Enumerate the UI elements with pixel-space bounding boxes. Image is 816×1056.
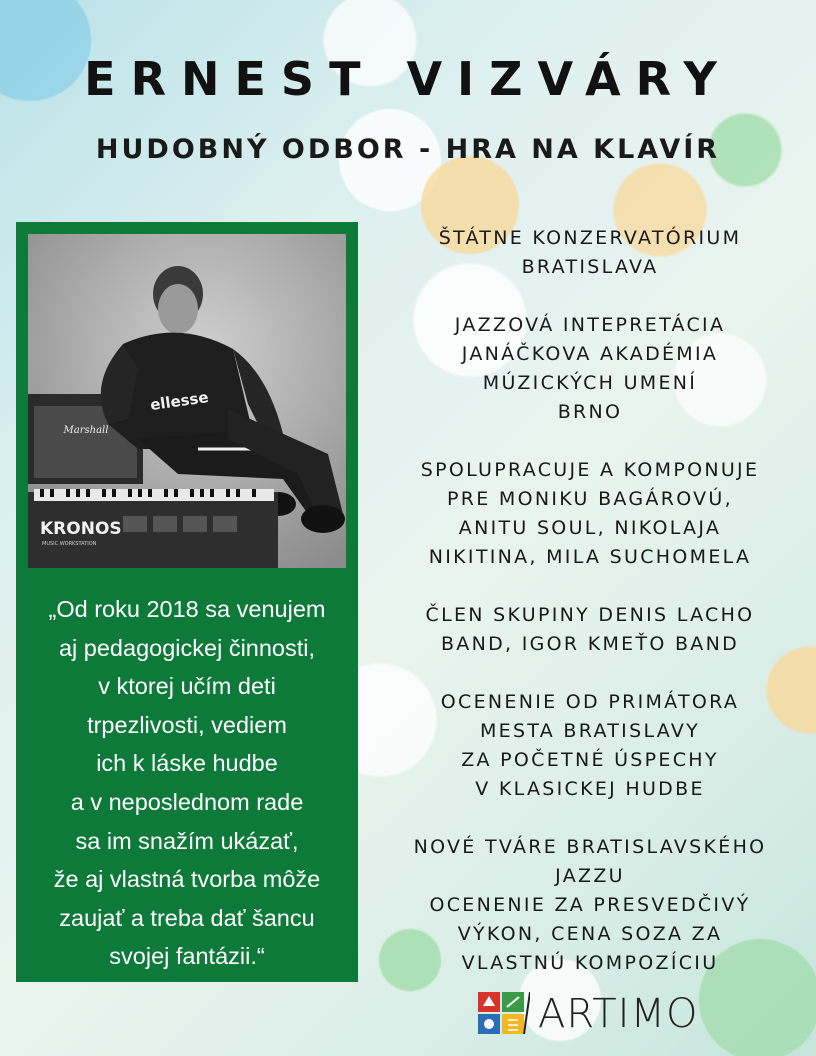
page-title: ERNEST VIZVÁRY: [84, 52, 732, 106]
portrait-photo: [28, 234, 346, 568]
keyboard-sub-text: MUSIC WORKSTATION: [42, 541, 97, 547]
fact-line: ŠTÁTNE KONZERVATÓRIUM: [438, 227, 742, 249]
keyboard-brand-text: KRONOS: [40, 519, 122, 539]
quote-line: „Od roku 2018 sa venujem: [48, 596, 326, 622]
quote-line: a v neposlednom rade: [70, 788, 304, 815]
fact-line: VLASTNÚ KOMPOZÍCIU: [461, 952, 719, 974]
fact-jazz-award: [378, 833, 802, 978]
quote-line: sa im snažím ukázať,: [75, 827, 299, 854]
fact-line: VÝKON, CENA SOZA ZA: [457, 923, 723, 945]
quote-text: [16, 590, 358, 976]
fact-line: ZA POČETNÉ ÚSPECHY: [461, 749, 719, 771]
fact-line: BRNO: [557, 401, 623, 423]
fact-line: ANITU SOUL, NIKOLAJA: [458, 517, 722, 539]
artimo-logo-text: ARTIMO: [538, 991, 699, 1037]
fact-collaboration: [378, 456, 802, 572]
fact-line: SPOLUPRACUJE A KOMPONUJE: [420, 459, 760, 481]
hoodie-logo-text: ellesse: [149, 388, 210, 415]
fact-line: NOVÉ TVÁRE BRATISLAVSKÉHO: [413, 836, 767, 858]
artimo-logo-icon: [478, 992, 530, 1036]
artimo-logo: [478, 990, 718, 1038]
fact-line: PRE MONIKU BAGÁROVÚ,: [447, 488, 733, 510]
page-subtitle: HUDOBNÝ ODBOR - HRA NA KLAVÍR: [95, 134, 721, 165]
fact-line: V KLASICKEJ HUDBE: [475, 778, 705, 800]
fact-conservatory: [378, 224, 802, 282]
fact-line: ČLEN SKUPINY DENIS LACHO: [425, 604, 755, 626]
fact-line: OCENENIE OD PRIMÁTORA: [440, 691, 740, 713]
fact-mayor-award: [378, 688, 802, 804]
fact-line: MÚZICKÝCH UMENÍ: [482, 372, 698, 394]
fact-academy: [378, 311, 802, 427]
quote-line: trpezlivosti, vediem: [87, 711, 287, 738]
amp-brand-text: Marshall: [63, 425, 109, 436]
fact-bands: [378, 601, 802, 659]
fact-line: MESTA BRATISLAVY: [479, 720, 701, 742]
quote-line: svojej fantázii.“: [109, 943, 265, 970]
quote-line: v ktorej učím deti: [98, 673, 276, 700]
fact-line: OCENENIE ZA PRESVEDČIVÝ: [429, 894, 751, 916]
facts-list: [378, 224, 802, 1007]
quote-line: ich k láske hudbe: [96, 750, 278, 777]
quote-line: aj pedagogickej činnosti,: [58, 634, 316, 661]
fact-line: JAZZOVÁ INTEPRETÁCIA: [454, 314, 726, 336]
fact-line: NIKITINA, MILA SUCHOMELA: [428, 546, 752, 568]
quote-line: že aj vlastná tvorba môže: [53, 866, 321, 893]
fact-line: JAZZU: [555, 865, 625, 887]
fact-line: JANÁČKOVA AKADÉMIA: [461, 343, 719, 365]
quote-line: zaujať a treba dať šancu: [59, 904, 315, 931]
fact-line: BAND, IGOR KMEŤO BAND: [440, 633, 740, 655]
fact-line: BRATISLAVA: [521, 256, 659, 278]
